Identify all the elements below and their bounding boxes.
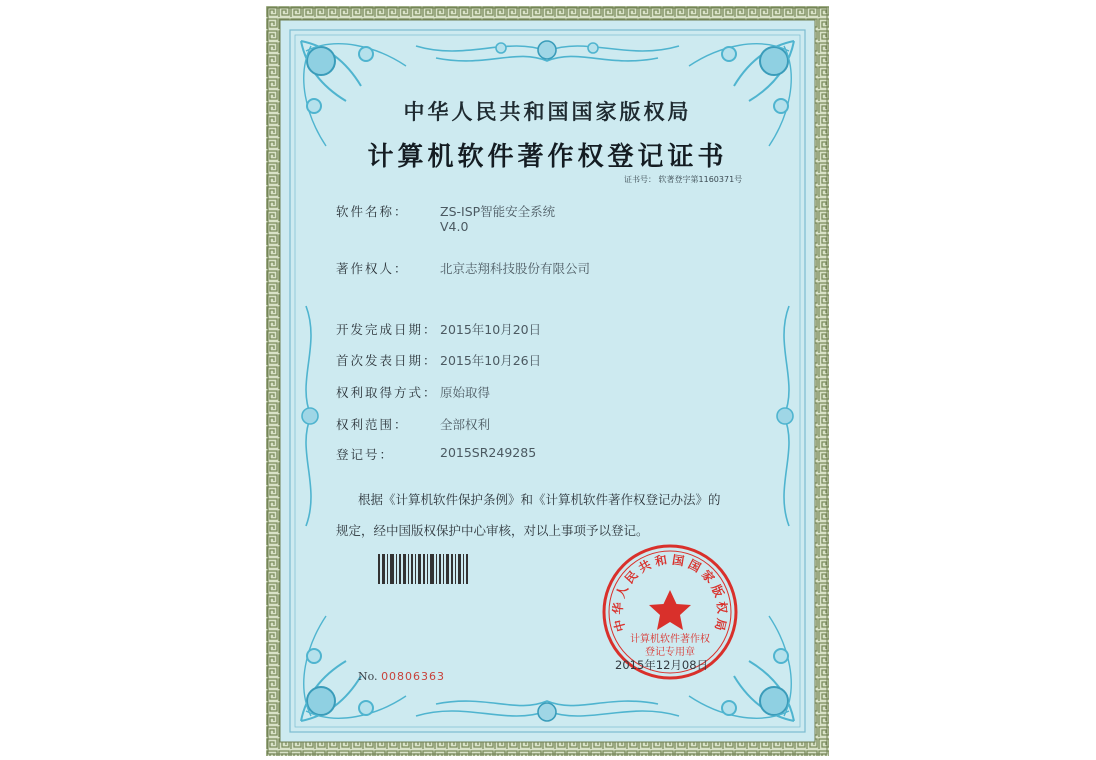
seal-char: 华 bbox=[610, 601, 626, 615]
acquisition-method-label: 权利取得方式： bbox=[336, 385, 438, 400]
closing-statement-line1: 根据《计算机软件保护条例》和《计算机软件著作权登记办法》的 bbox=[358, 492, 721, 507]
software-name-label: 软件名称： bbox=[336, 204, 409, 219]
copyright-owner-value: 北京志翔科技股份有限公司 bbox=[440, 261, 591, 276]
registration-number-label: 登记号： bbox=[336, 447, 395, 462]
seal-char: 和 bbox=[653, 552, 669, 569]
seal-char: 国 bbox=[671, 552, 686, 569]
certificate-title: 计算机软件著作权登记证书 bbox=[367, 142, 728, 172]
rights-scope-label: 权利范围： bbox=[336, 417, 409, 432]
seal-char: 局 bbox=[712, 617, 729, 633]
closing-statement-line2: 规定，经中国版权保护中心审核，对以上事项予以登记。 bbox=[336, 523, 649, 538]
serial-number bbox=[358, 670, 445, 683]
copyright-owner-label: 著作权人： bbox=[336, 261, 409, 276]
seal-char: 民 bbox=[622, 568, 641, 587]
acquisition-method-value: 原始取得 bbox=[440, 385, 491, 400]
software-name-value: ZS-ISP智能安全系统 bbox=[440, 204, 556, 219]
rights-scope-value: 全部权利 bbox=[440, 417, 491, 432]
registration-number-value: 2015SR249285 bbox=[440, 445, 537, 460]
seal-char: 人 bbox=[613, 583, 631, 600]
seal-inner-line2: 登记专用章 bbox=[645, 647, 695, 658]
seal-char: 共 bbox=[636, 557, 654, 576]
certificate-page bbox=[266, 6, 829, 756]
serial-value: 00806363 bbox=[381, 670, 446, 683]
seal-char: 中 bbox=[611, 617, 629, 634]
issuing-authority: 中华人民共和国国家版权局 bbox=[403, 99, 692, 124]
seal-char: 国 bbox=[685, 557, 704, 576]
serial-prefix: No. bbox=[358, 670, 378, 683]
publication-date-value: 2015年10月26日 bbox=[440, 353, 542, 368]
software-version-value: V4.0 bbox=[440, 219, 469, 234]
publication-date-label: 首次发表日期： bbox=[336, 353, 438, 368]
seal-char: 家 bbox=[698, 567, 718, 586]
certificate-number: 证书号： 软著登字第1160371号 bbox=[624, 175, 743, 184]
seal-char: 版 bbox=[708, 582, 727, 600]
seal-char: 权 bbox=[714, 600, 730, 615]
issue-date: 2015年12月08日 bbox=[615, 658, 709, 672]
seal-inner-line1: 计算机软件著作权 bbox=[630, 634, 710, 645]
completion-date-value: 2015年10月20日 bbox=[440, 322, 542, 337]
completion-date-label: 开发完成日期： bbox=[336, 322, 438, 337]
